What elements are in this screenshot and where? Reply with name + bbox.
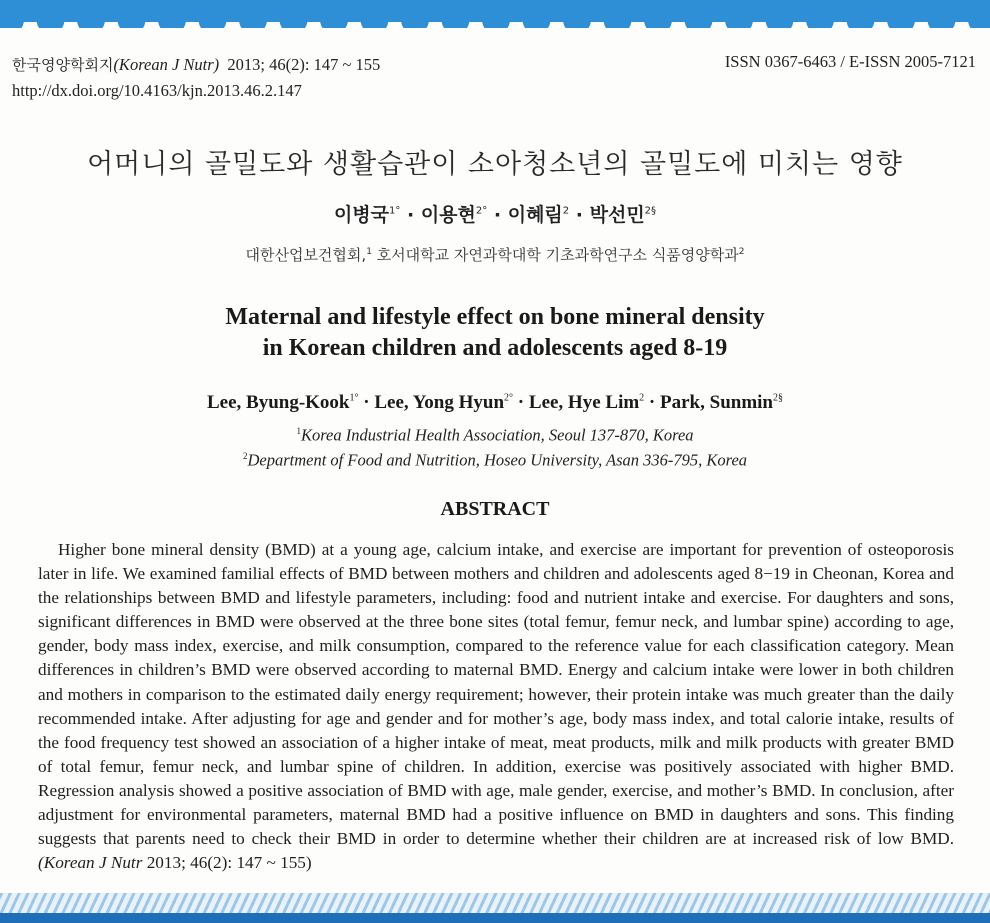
issn: ISSN 0367-6463 / E-ISSN 2005-7121: [724, 52, 976, 71]
citation: 2013; 46(2): 147 ~ 155: [227, 55, 381, 74]
bottom-decorative-strip: [0, 893, 990, 923]
affiliation-line: $^2$Department of Food and Nutrition, Hoseo University, Asan 336-795, Korea: [242, 450, 748, 469]
author-ko: 이병국: [333, 204, 389, 226]
abstract-citation-journal: (Korean J Nutr: [38, 853, 143, 873]
authors-english: Lee, Byung-Kook$^{1^\circ}$ · Lee, Yong Hyun$^{2^\circ}$ · Lee, Hye Lim$^2$ · Park, Sunmin$^{2\S}$: [206, 392, 783, 413]
author-ko: 이혜림: [507, 204, 563, 226]
title-korean: 어머니의 골밀도와 생활습관이 소아청소년의 골밀도에 미치는 영향: [87, 149, 903, 180]
doi-link[interactable]: http://dx.doi.org/10.4163/kjn.2013.46.2.147: [12, 81, 302, 100]
author-en: Lee, Hye Lim: [528, 392, 640, 413]
affiliation-korean: 대한산업보건협회,$^1$ 호서대학교 자연과학대학 기초과학연구소 식품영양학과$^2$: [245, 246, 745, 264]
author-ko: 이용현: [420, 204, 476, 226]
authors-korean: 이병국$^{1^\circ}$ · 이용현$^{2^\circ}$ · 이혜림$^2$ · 박선민$^{2\S}$: [333, 204, 657, 226]
abstract-heading: ABSTRACT: [440, 498, 550, 520]
abstract-citation: 2013; 46(2): 147 ~ 155): [142, 853, 312, 873]
title-english: Maternal and lifestyle effect on bone mineral density in Korean children and adolescents aged 8-19: [225, 304, 765, 361]
author-en: Park, Sunmin: [660, 392, 773, 413]
affiliation-line: $^1$Korea Industrial Health Association, Seoul 137-870, Korea: [296, 425, 694, 445]
author-en: Lee, Byung-Kook: [206, 392, 350, 413]
affiliation-english: [0, 421, 990, 470]
journal-name-ko: 한국영양학회지: [12, 56, 114, 74]
journal-name-en: (Korean J Nutr): [113, 55, 220, 74]
journal-citation: [12, 52, 380, 78]
abstract-body: Higher bone mineral density (BMD) at a young age, calcium intake, and exercise are important for prevention of osteoporosis later in life. We examined familial effects of BMD between mothers and children and adolescents aged 8−19 in Cheonan, Korea and the relationships between BMD and lifestyle parameters, including: food and nutrient intake and exercise. For daughters and sons, significant differences in BMD were observed at the three bone sites (total femur, femur neck, and lumbar spine) according to age, gender, body mass index, exercise, and milk consumption, compared to the reference value for each classification category. Mean differences in children’s BMD were observed according to maternal BMD. Energy and calcium intake were lower in both children and mothers in comparison to the estimated daily energy requirement; however, their protein intake was much greater than the daily recommended intake. After adjusting for age and gender and for mother’s age, body mass index, and total calorie intake, results of the food frequency test showed an association of a higher intake of meat, meat products, milk and milk products with greater BMD of total femur, femur neck, and lumbar spine of children. In addition, exercise was positively associated with higher BMD. Regression analysis showed a positive association of BMD with age, male gender, exercise, and mother’s BMD. In conclusion, after adjustment for environmental parameters, maternal BMD had a positive influence on BMD in daughters and sons. This finding suggests that parents need to check their BMD in order to determine whether their children are at increased risk of low BMD. (Korean J Nutr 2013; 46(2): 147 ~ 155): [38, 540, 954, 873]
journal-header: [12, 52, 380, 103]
author-en: Lee, Yong Hyun: [374, 392, 505, 413]
author-ko: 박선민: [589, 204, 645, 226]
